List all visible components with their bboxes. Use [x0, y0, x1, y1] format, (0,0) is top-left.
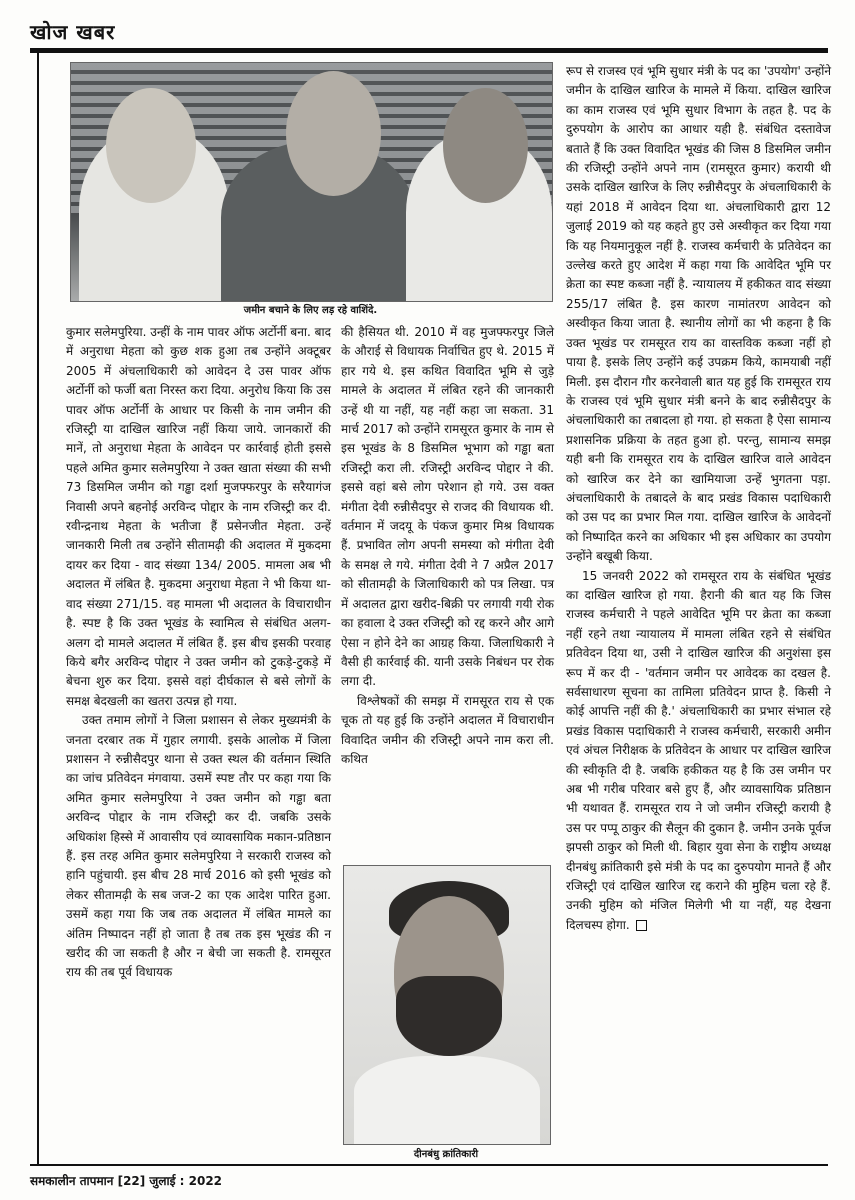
- section-title: खोज खबर: [30, 20, 116, 44]
- article-column-3: [566, 62, 831, 935]
- paragraph: विश्लेषकों की समझ में रामसूरत राय से एक चूक तो यह हुई कि उन्होंने अदालत में विचाराधीन विवादित जमीन की रजिस्ट्री अपने नाम करा ली. कथित: [341, 693, 554, 766]
- page-footer: समकालीन तापमान [22] जुलाई : 2022: [30, 1174, 223, 1188]
- end-of-article-icon: [636, 920, 647, 931]
- photo-caption-bottom: दीनबंधु क्रांतिकारी: [413, 1149, 479, 1160]
- paragraph: कुमार सलेमपुरिया. उन्हीं के नाम पावर ऑफ अर्टोर्नी बना. बाद में अनुराधा मेहता को कुछ शक हुआ तब उन्होंने अक्टूबर 2005 में अंचलाधिकारी को आवेदन दे उस पावर ऑफ अर्टोर्नी को फर्जी बता निरस्त करा दिया. अनुरोध किया कि उस पावर ऑफ अर्टोर्नी के आधार पर किसी के नाम जमीन की रजिस्ट्री या दाखिल खारिज नहीं किया जाये. जानकारों की मानें, तो अनुराधा मेहता के आवेदन पर कार्रवाई होती इससे पहले अमित कुमार सलेमपुरिया ने उक्त खाता संख्या की सभी 73 डिसमिल जमीन को गड्ढा दर्शा मुजफ्फरपुर के सरैयागंज निवासी अपने बहनोई अरविन्द पोद्दार के नाम रजिस्ट्री कर दी. रवीन्द्रनाथ मेहता के भतीजा हैं प्रसेनजीत मेहता. उन्हें जानकारी मिली तब उन्होंने सीतामढ़ी की अदालत में मुकदमा दायर कर दिया - वाद संख्या 134/ 2005. मामला अब भी अदालत में लंबित है. मुकदमा अनुराधा मेहता ने भी किया था- वाद संख्या 271/15. वह मामला भी अदालत के विचाराधीन है. स्पष्ट है कि उक्त भूखंड के स्वामित्व से संबंधित अलग-अलग दो मामले अदालत में लंबित हैं. इस बीच इसकी परवाह किये बगैर अरविन्द पोद्दार ने उक्त जमीन को टुकड़े-टुकड़े में बेचना शुरु कर दिया. इससे वहां दीर्घकाल से बसे लोगों के समक्ष बेदखली का खतरा उत्पन्न हो गया.: [66, 325, 331, 708]
- portrait-photo: [343, 865, 551, 1145]
- head-center: [286, 71, 381, 196]
- left-margin-rule: [37, 53, 39, 1164]
- paragraph: रूप से राजस्व एवं भूमि सुधार मंत्री के पद का 'उपयोग' उन्होंने जमीन के दाखिल खारिज के मामले में किया. दाखिल खारिज का काम राजस्व एवं भूमि सुधार विभाग के तहत है. पद के दुरुपयोग के आरोप का आधार यही है. संबंधित दस्तावेज बताते हैं कि उक्त विवादित भूखंड की जिस 8 डिसमिल जमीन की रजिस्ट्री उन्होंने अपने नाम (रामसूरत कुमार) करायी थी उसके दाखिल खारिज के लिए रुन्नीसैदपुर के अंचलाधिकारी के यहां 2018 में आवेदन दिया था. अंचलाधिकारी द्वारा 12 जुलाई 2019 को यह कहते हुए उसे अस्वीकृत कर दिया गया कि यह नियमानुकूल नहीं है. राजस्व कर्मचारी के प्रतिवेदन का उल्लेख करते हुए आदेश में कहा गया कि आवेदित भूमि पर क्रेता का स्पष्ट कब्जा नहीं है. न्यायालय में हकीकत वाद संख्या 255/17 लंबित है. इस कारण नामांतरण आवेदन को अस्वीकृत किया जाता है. स्थानीय लोगों का भी कहना है कि उक्त भूखंड पर रामसूरत राय का वास्तविक कब्जा नहीं हो पाया है. इसके लिए उन्होंने कई उपक्रम किये, कामयाबी नहीं मिली. इस दौरान गौर करनेवाली बात यह हुई कि रामसूरत राय के राजस्व एवं भूमि सुधार मंत्री बनने के बाद रुन्नीसैदपुर के अंचलाधिकारी का तबादला हो गया. हो सकता है ऐसा सामान्य प्रशासनिक प्रक्रिया के तहत हुआ हो. परन्तु, सामान्य समझ यही बनी कि रामसूरत राय के दाखिल खारिज वाले आवेदन को खारिज कर देने का खामियाजा उन्हें भुगतना पड़ा. अंचलाधिकारी के तबादले के बाद प्रखंड विकास पदाधिकारी को उस पद का प्रभार मिल गया. दाखिल खारिज के आवेदनों को निष्पादित करने का अधिकार भी इस अधिकार का उपयोग उन्होंने बखूबी किया.: [566, 64, 831, 564]
- paragraph: की हैसियत थी. 2010 में वह मुजफ्फरपुर जिले के औराई से विधायक निर्वाचित हुए थे. 2015 में हार गये थे. इस कथित विवादित भूमि से जुड़े मामले के अदालत में लंबित रहने की जानकारी उन्हें थी या नहीं, यह नहीं कहा जा सकता. 31 मार्च 2017 को उन्होंने रामसूरत कुमार के नाम से इस भूखंड के 8 डिसमिल भूभाग को गड्ढा बता रजिस्ट्री करा ली. रजिस्ट्री अरविन्द पोद्दार ने की. इससे वहां बसे लोग परेशान हो गये. उस वक्त मंगीता देवी रुन्नीसैदपुर से राजद की विधायक थी. वर्तमान में जदयू के पंकज कुमार मिश्र विधायक हैं. प्रभावित लोग अपनी समस्या को मंगीता देवी के समक्ष ले गये. मंगीता देवी ने 7 अप्रैल 2017 को सीतामढ़ी के जिलाधिकारी को पत्र लिखा. पत्र में अदालत द्वारा खरीद-बिक्री पर लगायी गयी रोक का हवाला दे उक्त रजिस्ट्री को रद्द करने और आगे ऐसा न होने देने का आग्रह किया. जिलाधिकारी ने वैसी ही कार्रवाई की. यानी उसके निबंधन पर रोक लगा दी.: [341, 325, 554, 689]
- footer-rule: [30, 1164, 828, 1166]
- head-right: [443, 88, 528, 203]
- paragraph: [566, 567, 831, 936]
- article-column-1: [66, 323, 331, 983]
- header-rule: [30, 48, 828, 53]
- paragraph-text: 15 जनवरी 2022 को रामसूरत राय के संबंधित भूखंड का दाखिल खारिज हो गया. हैरानी की बात यह कि जिस राजस्व कर्मचारी ने पहले आवेदित भूमि पर क्रेता का कब्जा नहीं रहने तथा न्यायालय में मामला लंबित रहने से संबंधित प्रतिवेदन दिया था, उसी ने दाखिल खारिज की अनुशंसा इस रूप में कर दी - 'वर्तमान जमीन पर आवेदक का दखल है. सर्वसाधारण सूचना का तामिला प्रतिवेदन प्राप्त है. किसी ने कोई आपत्ति नहीं की है.' अंचलाधिकारी का प्रभार संभाल रहे प्रखंड विकास पदाधिकारी ने राजस्व कर्मचारी, सरकारी अमीन एवं अंचल निरीक्षक के प्रतिवेदन के आधार पर दाखिल खारिज की स्वीकृति दी है. जबकि हकीकत यह है कि उस जमीन पर अब भी गरीब परिवार बसे हुए हैं, और व्यावसायिक प्रतिष्ठान भी यथावत हैं. रामसूरत राय ने जो जमीन रजिस्ट्री करायी है उस पर पप्पू ठाकुर की सैलून की दुकान है. जमीन उनके पूर्वज झपसी ठाकुर को मिली थी. बिहार युवा सेना के राष्ट्रीय अध्यक्ष दीनबंधु क्रांतिकारी इसे मंत्री के पद का दुरुपयोग मानते हैं और रजिस्ट्री एवं दाखिल खारिज रद्द कराने की मुहिम चला रहे हैं. उनकी मुहिम को मंजिल मिलेगी भी या नहीं, यह देखना दिलचस्प होगा.: [566, 568, 831, 932]
- residents-photo: [70, 62, 553, 302]
- photo-caption-top: जमीन बचाने के लिए लड़ रहे वाशिंदे.: [243, 305, 378, 316]
- portrait-scarf: [354, 1056, 540, 1144]
- article-column-2: [341, 323, 554, 769]
- paragraph: उक्त तमाम लोगों ने जिला प्रशासन से लेकर मुख्यमंत्री के जनता दरबार तक में गुहार लगायी. इसके आलोक में जिला प्रशासन ने रुन्नीसैदपुर थाना से उक्त स्थल की वर्तमान स्थिति का जांच प्रतिवेदन मंगवाया. उसमें स्पष्ट तौर पर कहा गया कि अमित कुमार सलेमपुरिया ने उक्त जमीन को गड्ढा बता अरविन्द पोद्दार के नाम रजिस्ट्री कर दी. जबकि उसके अधिकांश हिस्से में आवासीय एवं व्यावसायिक मकान-प्रतिष्ठान हैं. इस तरह अमित कुमार सलेमपुरिया ने सरकारी राजस्व को हानि पहुंचायी. इस बीच 28 मार्च 2016 को इसी भूखंड को लेकर सीतामढ़ी के सब जज-2 का एक आदेश पारित हुआ. उसमें कहा गया कि जब तक अदालत में लंबित मामले का अंतिम निष्पादन नहीं हो जाता है तब तक इस भूखंड की न खरीद की जा सकती है और न बेची जा सकती है. रामसूरत राय की तब पूर्व विधायक: [66, 713, 331, 980]
- head-left: [106, 88, 196, 203]
- portrait-beard: [396, 976, 502, 1056]
